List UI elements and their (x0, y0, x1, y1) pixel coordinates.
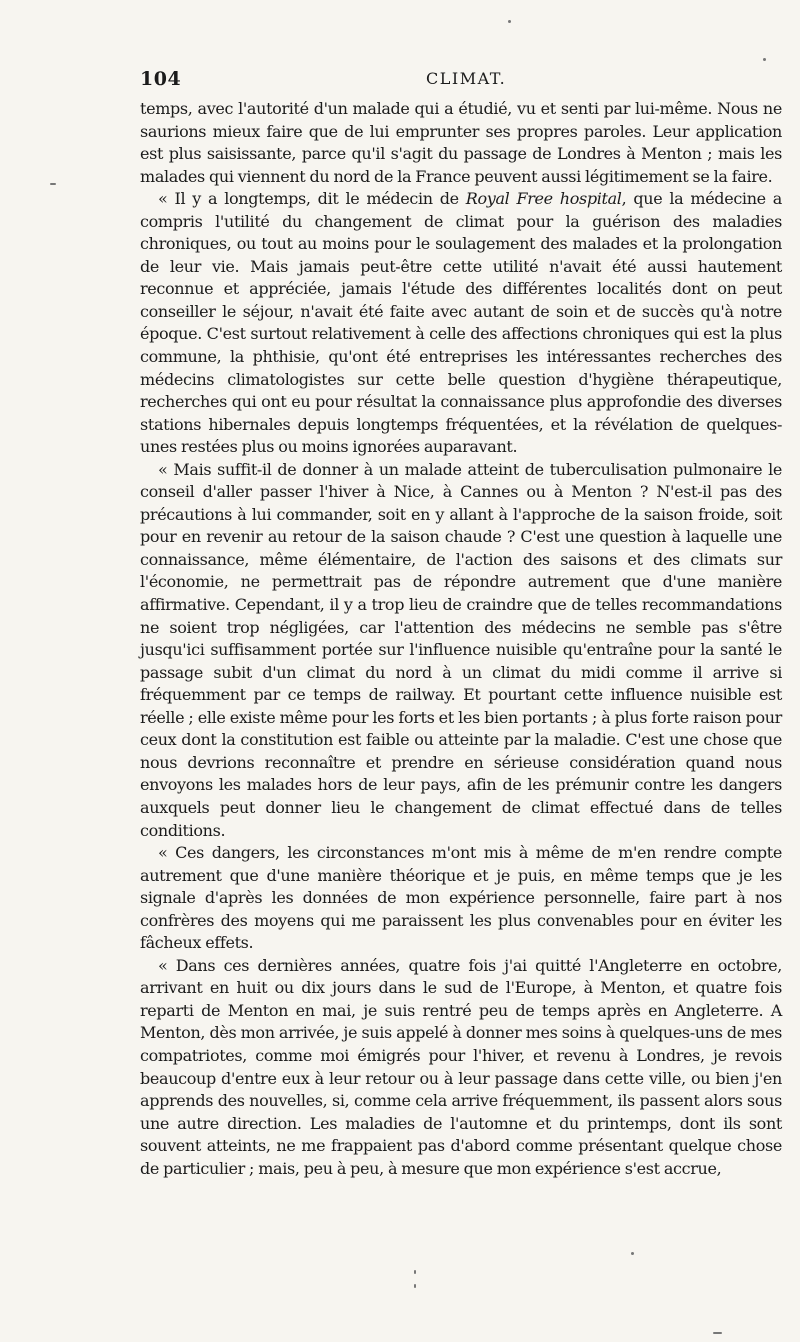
paragraph-text-start: « Il y a longtemps, dit le médecin de (158, 189, 466, 209)
hospital-name: Royal Free hospital (465, 189, 622, 209)
paragraph: « Ces dangers, les circonstances m'ont mis à même de m'en rendre compte autrement que d'une manière théorique et je puis, en même temps que je les signale d'après les données de mon expérience personnelle, faire part à nos confrères des moyens qui me paraissent les plus convenables pour en éviter les fâcheux effets. (140, 843, 782, 953)
book-page (140, 62, 782, 1180)
paragraph: « Dans ces dernières années, quatre fois j'ai quitté l'Angleterre en octobre, arrivant en huit ou dix jours dans le sud de l'Europe, à Menton, et quatre fois reparti de Menton en mai, je suis rentré peu de temps après en Angleterre. A Menton, dès mon arrivée, je suis appelé à donner mes soins à quelques-uns de mes compatriotes, comme moi émigrés pour l'hiver, et revenu à Londres, je revois beaucoup d'entre eux à leur retour ou à leur passage dans cette ville, ou bien j'en apprends des nouvelles, si, comme cela arrive fréquemment, ils passent alors sous une autre direction. Les maladies de l'automne et du printemps, dont ils sont souvent atteints, ne me frappaient pas d'abord comme présentant quelque chose de particulier ; mais, peu à peu, à mesure que mon expérience s'est accrue, (140, 955, 782, 1178)
paragraph: temps, avec l'autorité d'un malade qui a étudié, vu et senti par lui-même. Nous ne saurions mieux faire que de lui emprunter ses propres paroles. Leur application est plus saisissante, parce qu'il s'agit du passage de Londres à Menton ; mais les malades qui viennent du nord de la France peuvent aussi légitimement se la faire. (140, 99, 782, 186)
scan-speck (508, 20, 511, 23)
body-text (140, 98, 782, 1180)
running-title: CLIMAT. (426, 69, 507, 88)
scan-speck (414, 1284, 416, 1288)
scan-speck (631, 1252, 634, 1255)
page-number: 104 (140, 68, 182, 90)
scan-speck (50, 183, 56, 185)
paragraph-text-end: , que la médecine a compris l'utilité du changement de climat pour la guérison des maladies chroniques, ou tout au moins pour le soulagement des malades et la prolongation de leur vie. Mais jamais peut-être cette utilité n'avait été aussi hautement reconnue et appréciée, jamais l'étude des différentes localités dont on peut conseiller le séjour, n'avait été faite avec autant de soin et de succès qu'à notre époque. C'est surtout relativement à celle des affections chroniques qui est la plus commune, la phthisie, qu'ont été entreprises les intéressantes recherches des médecins climatologistes sur cette belle question d'hygiène thérapeutique, recherches qui ont eu pour résultat la connaissance plus approfondie des diverses stations hibernales depuis longtemps fréquentées, et la révélation de quelques-unes restées plus ou moins ignorées auparavant. (140, 189, 783, 457)
scan-speck (414, 1270, 416, 1274)
paragraph (140, 188, 782, 459)
page-header (140, 62, 782, 98)
paragraph: « Mais suffit-il de donner à un malade atteint de tuberculisation pulmonaire le conseil d'aller passer l'hiver à Nice, à Cannes ou à Menton ? N'est-il pas des précautions à lui commander, soit en y allant à l'approche de la saison froide, soit pour en revenir au retour de la saison chaude ? C'est une question à laquelle une connaissance, même élémentaire, de l'action des saisons et des climats sur l'économie, ne permettrait pas de répondre autrement que d'une manière affirmative. Cependant, il y a trop lieu de craindre que de telles recommandations ne soient trop négligées, car l'attention des médecins ne semble pas s'être jusqu'ici suffisamment portée sur l'influence nuisible qu'entraîne pour la santé le passage subit d'un climat du nord à un climat du midi comme il arrive si fréquemment par ce temps de railway. Et pourtant cette influence nuisible est réelle ; elle existe même pour les forts et les bien portants ; à plus forte raison pour ceux dont la constitution est faible ou atteinte par la maladie. C'est une chose que nous devrions reconnaître et prendre en sérieuse considération quand nous envoyons les malades hors de leur pays, afin de les prémunir contre les dangers auxquels peut donner lieu le changement de climat effectué dans de telles conditions. (140, 459, 782, 840)
scan-speck (763, 58, 766, 61)
scan-speck (713, 1332, 722, 1334)
